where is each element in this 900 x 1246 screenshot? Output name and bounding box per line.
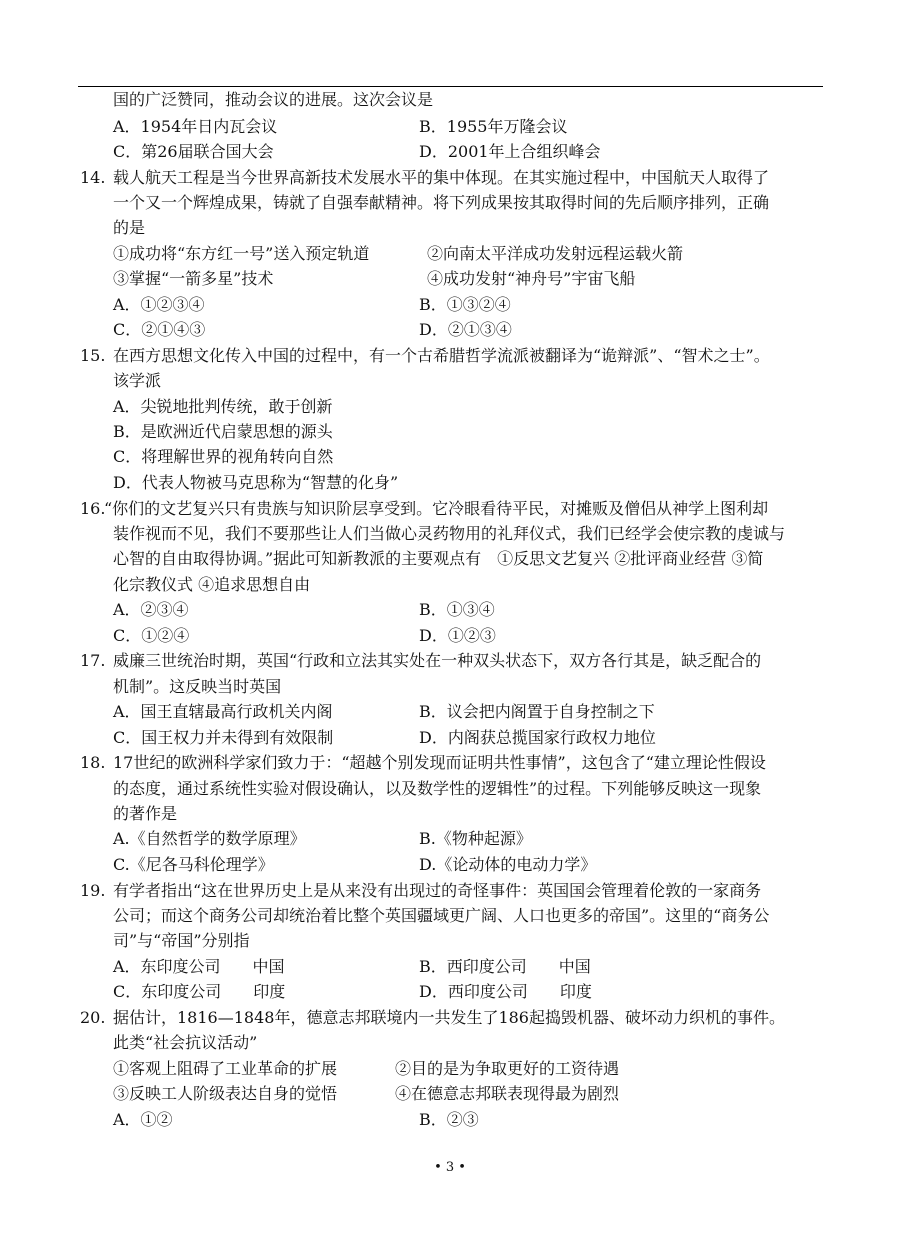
q20-stem-line: 据估计，1816—1848年，德意志邦联境内一共发生了186起捣毁机器、破坏动力织机的事件。 [113, 1008, 785, 1027]
q15-option-c: C．将理解世界的视角转向自然 [113, 447, 334, 466]
q15-number: 15. [80, 346, 106, 365]
q18-stem-line: 的著作是 [113, 804, 178, 823]
q14-item-2: ②向南太平洋成功发射远程运载火箭 [427, 244, 684, 263]
q20-stem-line: 此类“社会抗议活动” [113, 1033, 258, 1052]
q16-stem-line: 装作视而不见，我们不要那些让人们当做心灵药物用的礼拜仪式，我们已经学会使宗教的虔诚与 [113, 524, 786, 543]
q13-option-b: B．1955年万隆会议 [419, 117, 568, 136]
q13-option-d: D．2001年上合组织峰会 [419, 142, 601, 161]
q15-stem-line: 在西方思想文化传入中国的过程中，有一个古希腊哲学流派被翻译为“诡辩派”、“智术之士”。 [113, 346, 770, 365]
q18-stem-line: 的态度，通过系统性实验对假设确认，以及数学性的逻辑性”的过程。下列能够反映这一现象 [113, 779, 762, 798]
q15-stem-line: 该学派 [113, 371, 162, 390]
q14-stem-line: 载人航天工程是当今世界高新技术发展水平的集中体现。在其实施过程中，中国航天人取得了 [113, 168, 770, 187]
q16-stem-line: 化宗教仪式 ④追求思想自由 [113, 575, 311, 594]
q18-option-d: D.《论动体的电动力学》 [419, 855, 597, 874]
q16-stem-line: “你们的文艺复兴只有贵族与知识阶层享受到。它冷眼看待平民，对摊贩及僧侣从神学上图利却 [104, 499, 769, 518]
q17-stem-line: 机制”。这反映当时英国 [113, 677, 282, 696]
q16-option-d: D．①②③ [419, 626, 496, 645]
q14-item-3: ③掌握“一箭多星”技术 [113, 269, 274, 288]
q15-option-d: D．代表人物被马克思称为“智慧的化身” [113, 473, 399, 492]
q14-option-a: A．①②③④ [113, 295, 205, 314]
q19-stem-line: 公司；而这个商务公司却统治着比整个英国疆域更广阔、人口也更多的帝国”。这里的“商务公 [113, 906, 770, 925]
q14-number: 14. [80, 168, 106, 187]
q14-stem-line: 一个又一个辉煌成果，铸就了自强奉献精神。将下列成果按其取得时间的先后顺序排列，正确 [113, 193, 770, 212]
q20-option-b: B．②③ [419, 1110, 479, 1129]
q19-option-a: A．东印度公司 中国 [113, 957, 285, 976]
q19-stem-line: 司”与“帝国”分别指 [113, 931, 250, 950]
q17-option-a: A．国王直辖最高行政机关内阁 [113, 702, 333, 721]
q20-item-3: ③反映工人阶级表达自身的觉悟 [113, 1084, 338, 1103]
q14-item-1: ①成功将“东方红一号”送入预定轨道 [113, 244, 370, 263]
q17-stem-line: 威廉三世统治时期，英国“行政和立法其实处在一种双头状态下，双方各行其是，缺乏配合的 [113, 651, 762, 670]
q16-option-a: A．②③④ [113, 600, 189, 619]
q20-item-4: ④在德意志邦联表现得最为剧烈 [395, 1084, 620, 1103]
q14-option-c: C．②①④③ [113, 320, 206, 339]
page-number: • 3 • [434, 1160, 466, 1175]
q14-item-4: ④成功发射“神舟号”宇宙飞船 [427, 269, 636, 288]
q19-option-c: C．东印度公司 印度 [113, 982, 286, 1001]
q17-option-d: D．内阁获总揽国家行政权力地位 [419, 728, 656, 747]
q18-option-a: A.《自然哲学的数学原理》 [113, 829, 306, 848]
q13-option-a: A．1954年日内瓦会议 [113, 117, 278, 136]
q20-item-1: ①客观上阻碍了工业革命的扩展 [113, 1059, 338, 1078]
q18-option-b: B.《物种起源》 [419, 829, 532, 848]
q18-stem-line: 17世纪的欧洲科学家们致力于：“超越个别发现而证明共性事情”，这包含了“建立理论性假设 [113, 753, 766, 772]
q19-option-b: B．西印度公司 中国 [419, 957, 591, 976]
q16-option-c: C．①②④ [113, 626, 190, 645]
q15-option-b: B．是欧洲近代启蒙思想的源头 [113, 422, 333, 441]
q20-item-2: ②目的是为争取更好的工资待遇 [395, 1059, 620, 1078]
q13-option-c: C．第26届联合国大会 [113, 142, 274, 161]
q16-option-b: B．①③④ [419, 600, 495, 619]
q16-stem-line: 心智的自由取得协调。”据此可知新教派的主要观点有 ①反思文艺复兴 ②批评商业经营 ③简 [113, 549, 764, 568]
q14-option-d: D．②①③④ [419, 320, 512, 339]
q17-option-c: C．国王权力并未得到有效限制 [113, 728, 334, 747]
q19-option-d: D．西印度公司 印度 [419, 982, 592, 1001]
q13-stem: 国的广泛赞同，推动会议的进展。这次会议是 [113, 90, 434, 109]
q14-option-b: B．①③②④ [419, 295, 511, 314]
q17-number: 17. [80, 651, 106, 670]
q20-option-a: A．①② [113, 1110, 173, 1129]
q14-stem-line: 的是 [113, 218, 146, 237]
q17-option-b: B．议会把内阁置于自身控制之下 [419, 702, 655, 721]
q18-number: 18. [80, 753, 106, 772]
q16-number: 16. [80, 499, 106, 518]
q20-number: 20. [80, 1008, 106, 1027]
q19-stem-line: 有学者指出“这在世界历史上是从来没有出现过的奇怪事件：英国国会管理着伦敦的一家商务 [113, 881, 762, 900]
q19-number: 19. [80, 881, 106, 900]
q15-option-a: A．尖锐地批判传统，敢于创新 [113, 397, 333, 416]
q18-option-c: C.《尼各马科伦理学》 [113, 855, 274, 874]
header-rule [78, 86, 823, 87]
